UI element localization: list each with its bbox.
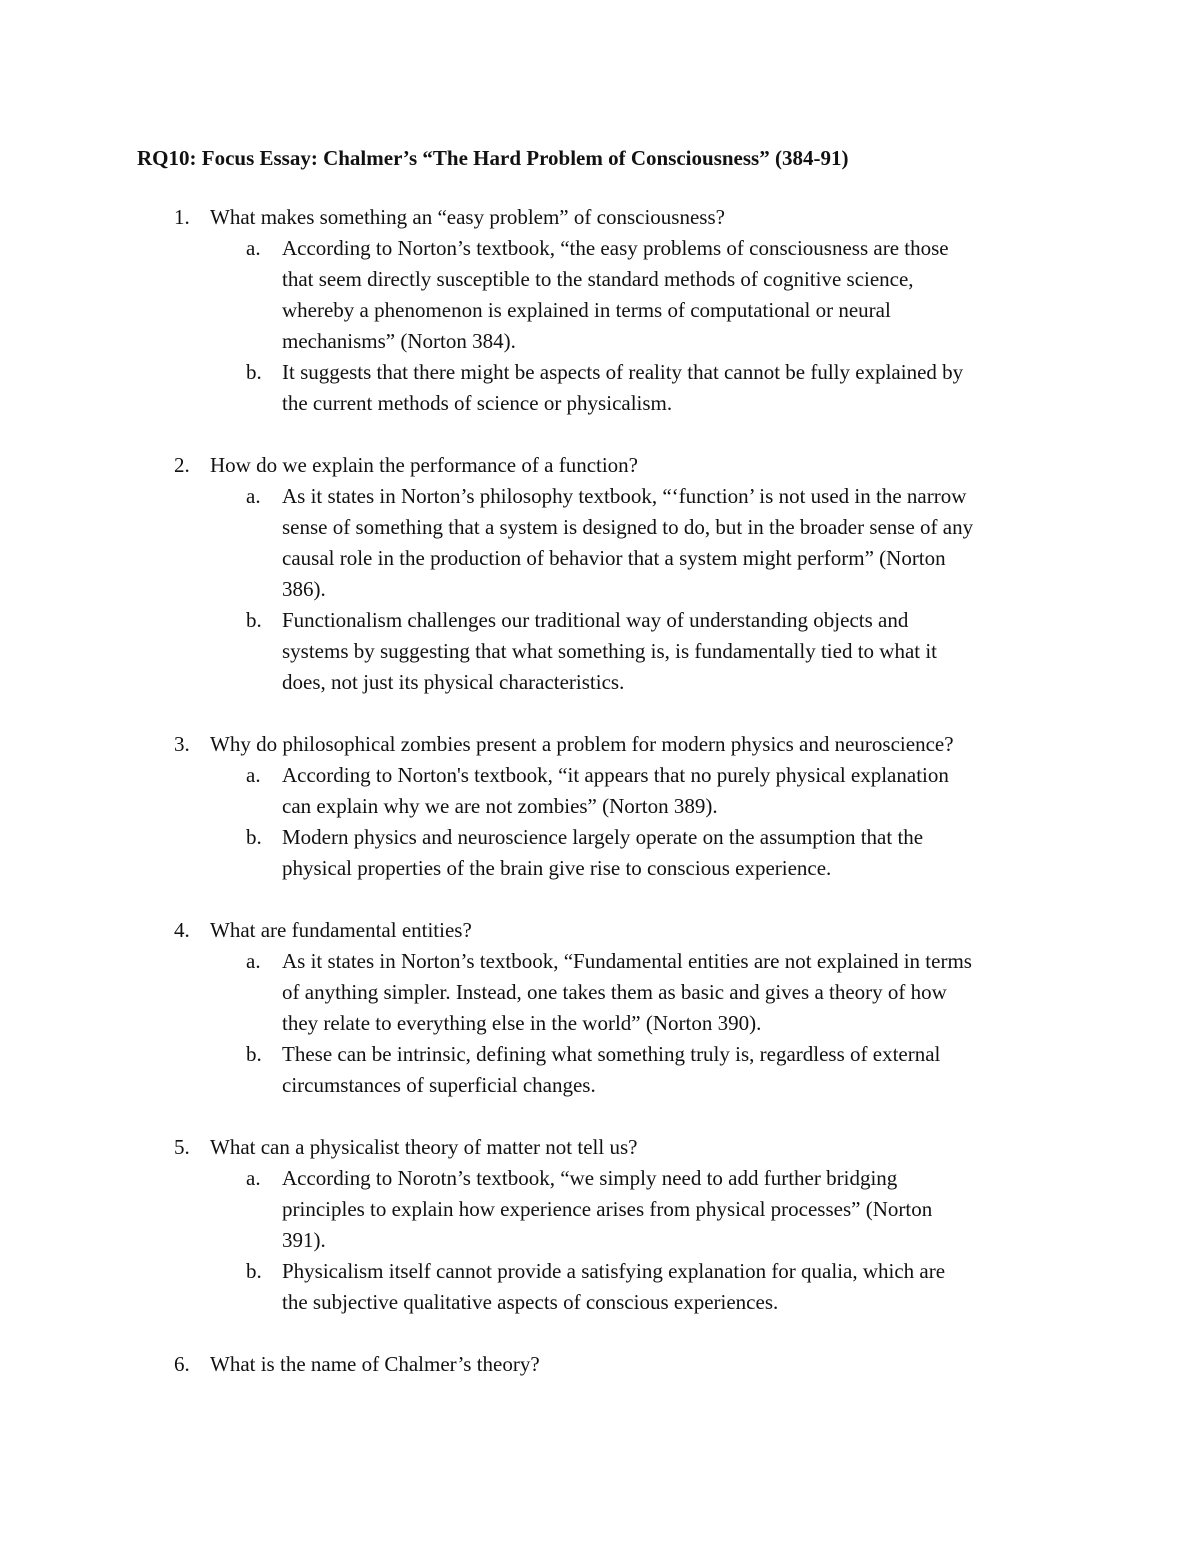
answer-line: According to Norotn’s textbook, “we simply need to add further bridging: [282, 1166, 898, 1190]
answer-line: As it states in Norton’s philosophy textbook, “‘function’ is not used in the narrow: [282, 484, 967, 508]
answer-line: According to Norton’s textbook, “the easy problems of consciousness are those: [282, 236, 949, 260]
answer-line: mechanisms” (Norton 384).: [282, 329, 516, 353]
answer-text: [282, 1039, 1072, 1101]
answer-text: [282, 233, 1072, 357]
question-number: 5.: [174, 1135, 190, 1159]
answer-line: the current methods of science or physicalism.: [282, 391, 673, 415]
answer-line: 391).: [282, 1228, 326, 1252]
answer-text: [282, 357, 1072, 419]
answer-text: [282, 1163, 1072, 1256]
answer-list: [0, 481, 1200, 698]
question-text: What can a physicalist theory of matter not tell us?: [210, 1135, 638, 1159]
answer-text: [282, 605, 1072, 698]
answer-text: [282, 1256, 1072, 1318]
answer-line: According to Norton's textbook, “it appears that no purely physical explanation: [282, 763, 949, 787]
question-text: What is the name of Chalmer’s theory?: [210, 1352, 540, 1376]
answer-line: These can be intrinsic, defining what something truly is, regardless of external: [282, 1042, 941, 1066]
answer-item: [0, 481, 1200, 605]
answer-item: [0, 1163, 1200, 1256]
answer-line: does, not just its physical characteristics.: [282, 670, 625, 694]
answer-text: [282, 946, 1072, 1039]
answer-line: physical properties of the brain give rise to conscious experience.: [282, 856, 832, 880]
question-item: [0, 729, 1200, 884]
question-text: Why do philosophical zombies present a problem for modern physics and neuroscience?: [210, 732, 954, 756]
question-list: [0, 202, 1200, 1411]
answer-letter: b.: [246, 1259, 262, 1283]
question-item: [0, 915, 1200, 1101]
question-item: [0, 450, 1200, 698]
answer-item: [0, 233, 1200, 357]
answer-letter: b.: [246, 360, 262, 384]
answer-line: sense of something that a system is designed to do, but in the broader sense of any: [282, 515, 974, 539]
answer-line: can explain why we are not zombies” (Norton 389).: [282, 794, 718, 818]
answer-text: [282, 760, 1072, 822]
answer-line: that seem directly susceptible to the standard methods of cognitive science,: [282, 267, 914, 291]
answer-letter: a.: [246, 484, 261, 508]
answer-line: the subjective qualitative aspects of conscious experiences.: [282, 1290, 779, 1314]
question-text: What are fundamental entities?: [210, 918, 472, 942]
question-item: [0, 1132, 1200, 1318]
answer-line: Functionalism challenges our traditional way of understanding objects and: [282, 608, 909, 632]
answer-item: [0, 1256, 1200, 1318]
answer-line: As it states in Norton’s textbook, “Fundamental entities are not explained in terms: [282, 949, 972, 973]
answer-text: [282, 822, 1072, 884]
answer-line: Modern physics and neuroscience largely operate on the assumption that the: [282, 825, 924, 849]
question-number: 4.: [174, 918, 190, 942]
answer-list: [0, 1163, 1200, 1318]
answer-item: [0, 605, 1200, 698]
question-text: How do we explain the performance of a function?: [210, 453, 638, 477]
answer-item: [0, 357, 1200, 419]
answer-list: [0, 760, 1200, 884]
answer-item: [0, 822, 1200, 884]
answer-line: circumstances of superficial changes.: [282, 1073, 596, 1097]
answer-line: 386).: [282, 577, 326, 601]
answer-item: [0, 1039, 1200, 1101]
answer-line: causal role in the production of behavior that a system might perform” (Norton: [282, 546, 946, 570]
answer-line: It suggests that there might be aspects of reality that cannot be fully explained by: [282, 360, 964, 384]
answer-line: of anything simpler. Instead, one takes them as basic and gives a theory of how: [282, 980, 947, 1004]
answer-list: [0, 233, 1200, 419]
answer-line: systems by suggesting that what something is, is fundamentally tied to what it: [282, 639, 938, 663]
question-number: 6.: [174, 1352, 190, 1376]
answer-line: whereby a phenomenon is explained in terms of computational or neural: [282, 298, 891, 322]
answer-letter: a.: [246, 236, 261, 260]
answer-letter: b.: [246, 608, 262, 632]
answer-line: they relate to everything else in the world” (Norton 390).: [282, 1011, 762, 1035]
answer-item: [0, 760, 1200, 822]
question-item: [0, 202, 1200, 419]
answer-letter: b.: [246, 1042, 262, 1066]
answer-text: [282, 481, 1072, 605]
answer-letter: a.: [246, 1166, 261, 1190]
answer-letter: b.: [246, 825, 262, 849]
answer-list: [0, 946, 1200, 1101]
answer-letter: a.: [246, 763, 261, 787]
answer-item: [0, 946, 1200, 1039]
answer-line: Physicalism itself cannot provide a satisfying explanation for qualia, which are: [282, 1259, 946, 1283]
question-number: 2.: [174, 453, 190, 477]
document-title: RQ10: Focus Essay: Chalmer’s “The Hard Problem of Consciousness” (384-91): [137, 146, 849, 170]
question-number: 3.: [174, 732, 190, 756]
question-item: [0, 1349, 1200, 1380]
answer-letter: a.: [246, 949, 261, 973]
question-text: What makes something an “easy problem” of consciousness?: [210, 205, 725, 229]
answer-line: principles to explain how experience arises from physical processes” (Norton: [282, 1197, 933, 1221]
question-number: 1.: [174, 205, 190, 229]
